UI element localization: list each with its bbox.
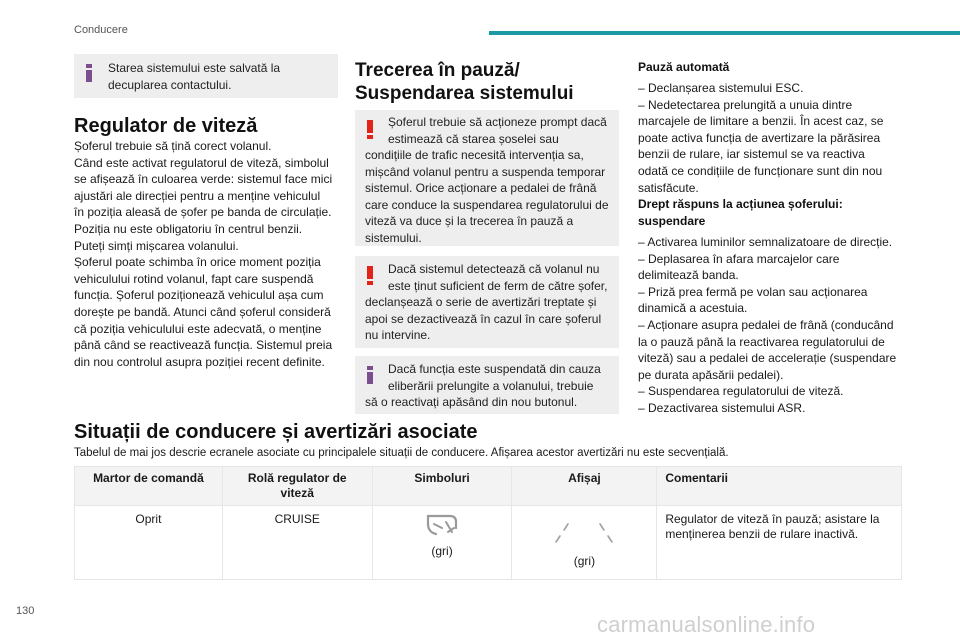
header-simboluri: Simboluri: [372, 467, 512, 506]
warning-line: mișcând volanul pentru a suspenda temporar: [365, 164, 606, 179]
body-line: Puteți simți mișcarea volanului.: [74, 238, 239, 253]
list-line: pe durata apăsării pedalei).: [638, 367, 784, 382]
page-number: 130: [16, 605, 35, 617]
warning-line: estimează că starea șoselei sau: [388, 131, 559, 146]
body-line: funcția. Șoferul poziționează vehiculul așa cum: [74, 288, 324, 303]
list-line: dinamică a acestuia.: [638, 301, 748, 316]
info-note-text-1: Starea sistemului este salvată la: [108, 61, 281, 75]
heading-line: Suspendarea sistemului: [355, 83, 574, 104]
list-line: – Declanșarea sistemului ESC.: [638, 81, 804, 95]
warning-line: viteză va duce și la trecerea în pauză a: [365, 214, 574, 228]
header-rola: [222, 467, 372, 506]
warning-line: nu intervine.: [365, 328, 431, 342]
situations-table: [74, 466, 902, 580]
heading-line: suspendare: [638, 213, 706, 228]
warning-line: declanșează o serie de avertizări treptate și: [365, 295, 597, 309]
header-martor: Martor de comandă: [75, 467, 223, 506]
body-line: în poziția aleasă de șofer pe banda de circulație.: [74, 205, 332, 220]
info-note-2: [355, 356, 619, 414]
section-heading-pause: [355, 59, 574, 105]
list-line: odată ce condițiile de funcționare sunt din nou: [638, 163, 883, 178]
body-line: Când este activat regulatorul de viteză, simbolul: [74, 155, 329, 170]
watermark: carmanualsonline.info: [597, 612, 816, 637]
cell-comentarii: [657, 506, 902, 580]
body-line: că poziția vehiculului este adecvată, o menține: [74, 321, 322, 336]
cell-afisaj: [512, 506, 657, 580]
warning-note-1: [355, 110, 619, 246]
heading-driver-action: [638, 196, 843, 229]
info-line: eliberării prelungite a volanului, trebuie: [388, 378, 594, 393]
header-afisaj: Afișaj: [512, 467, 657, 506]
body-line: dorește pe bandă. Atunci când șoferul consideră: [74, 304, 331, 319]
list-line: – Dezactivarea sistemului ASR.: [638, 400, 806, 415]
section-heading-situations: Situații de conducere și avertizări asociate: [74, 421, 478, 443]
list-line: benzii de rulare, iar sistemul se va reactiva: [638, 147, 865, 162]
section-heading-regulator: Regulator de viteză: [74, 115, 258, 137]
header-comentarii: Comentarii: [657, 467, 902, 506]
list-line: la o pauză până la reactivarea regulatorului de: [638, 334, 885, 349]
comment-line: Regulator de viteză în pauză; asistare la: [665, 512, 880, 526]
body-line: Șoferul trebuie să țină corect volanul.: [74, 139, 272, 153]
steering-wheel-hands-icon: [424, 512, 460, 538]
list-line: – Nedetectarea prelungită a unuia dintre: [638, 97, 853, 112]
info-line: să o reactivați apăsând din nou butonul.: [365, 395, 578, 409]
list-line: poate activa funcția de avertizare la părăsirea: [638, 130, 881, 145]
list-line: – Deplasarea în afara marcajelor care: [638, 251, 840, 266]
body-line: se afișează în culoarea verde: sistemul face mici: [74, 172, 333, 187]
list-line: – Priză prea fermă pe volan sau acționarea: [638, 284, 868, 299]
comment-line: menținerea benzii de rulare inactivă.: [665, 527, 859, 541]
list-line: satisfăcute.: [638, 180, 699, 195]
body-line: vehiculului rotind volanul, fapt care suspendă: [74, 271, 314, 286]
info-note-text-2: decuplarea contactului.: [108, 77, 232, 92]
warning-line: sistemului.: [365, 230, 422, 245]
cell-simbol: [372, 506, 512, 580]
body-line: până când se reactivează funcția. Sistemul preia: [74, 338, 333, 353]
list-line: – Acționare asupra pedalei de frână (conducând: [638, 317, 894, 332]
table-row: [75, 506, 902, 580]
heading-line: Drept răspuns la acțiunea șoferului:: [638, 197, 843, 211]
list-line: – Activarea luminilor semnalizatoare de direcție.: [638, 235, 893, 249]
header-accent-bar: [489, 31, 960, 35]
list-line: marcajele de limitare a benzii. În acest caz, se: [638, 114, 884, 129]
body-line: ajustări ale direcției pentru a menține vehiculul: [74, 188, 321, 203]
display-color-label: (gri): [573, 554, 596, 568]
warning-line: sistemul. Orice acționare a pedalei de frână: [365, 181, 597, 195]
header-rola-line: Rolă regulator de: [247, 471, 347, 485]
situations-intro: Tabelul de mai jos descrie ecranele asociate cu principalele situații de conducere. Afișarea acestor avertizări nu este secvențială.: [74, 447, 729, 459]
heading-auto-pause: Pauză automată: [638, 60, 730, 74]
lane-lines-icon: [554, 518, 614, 548]
symbol-color-label: (gri): [431, 544, 453, 558]
body-line: Șoferul poate schimba în orice moment poziția: [74, 255, 321, 270]
warning-icon: [367, 120, 373, 140]
cell-rola: CRUISE: [222, 506, 372, 580]
auto-pause-list: [638, 80, 908, 196]
warning-icon: [367, 266, 373, 286]
info-icon: [86, 64, 92, 82]
table-header-row: [75, 467, 902, 506]
header-rola-line: viteză: [280, 486, 314, 500]
info-note: [74, 54, 338, 98]
body-line: Poziția nu este obligatoriu în centrul benzii.: [74, 221, 303, 236]
warning-line: este ținut suficient de ferm de către șofer,: [388, 278, 608, 293]
warning-line: apoi se dezactivează în cazul în care șoferul: [365, 311, 602, 326]
regulator-body: [74, 138, 344, 370]
info-line: Dacă funcția este suspendată din cauza: [388, 362, 601, 376]
cell-martor: Oprit: [75, 506, 223, 580]
list-line: – Suspendarea regulatorului de viteză.: [638, 384, 844, 399]
warning-line: Dacă sistemul detectează că volanul nu: [388, 262, 600, 276]
driver-action-list: [638, 234, 913, 417]
list-line: delimitează banda.: [638, 268, 739, 283]
heading-line: Trecerea în pauză/: [355, 60, 520, 81]
warning-line: care conduce la suspendarea regulatorului de: [365, 197, 609, 212]
section-header: Conducere: [74, 24, 128, 36]
warning-note-2: [355, 256, 619, 348]
list-line: viteză) sau a pedalei de accelerație (suspendare: [638, 351, 897, 366]
info-icon: [367, 366, 373, 384]
warning-line: Șoferul trebuie să acționeze prompt dacă: [388, 115, 607, 129]
warning-line: condițiile de trafic necesită intervenția sa,: [365, 148, 584, 162]
body-line: din nou controlul asupra poziției recent definite.: [74, 354, 325, 369]
